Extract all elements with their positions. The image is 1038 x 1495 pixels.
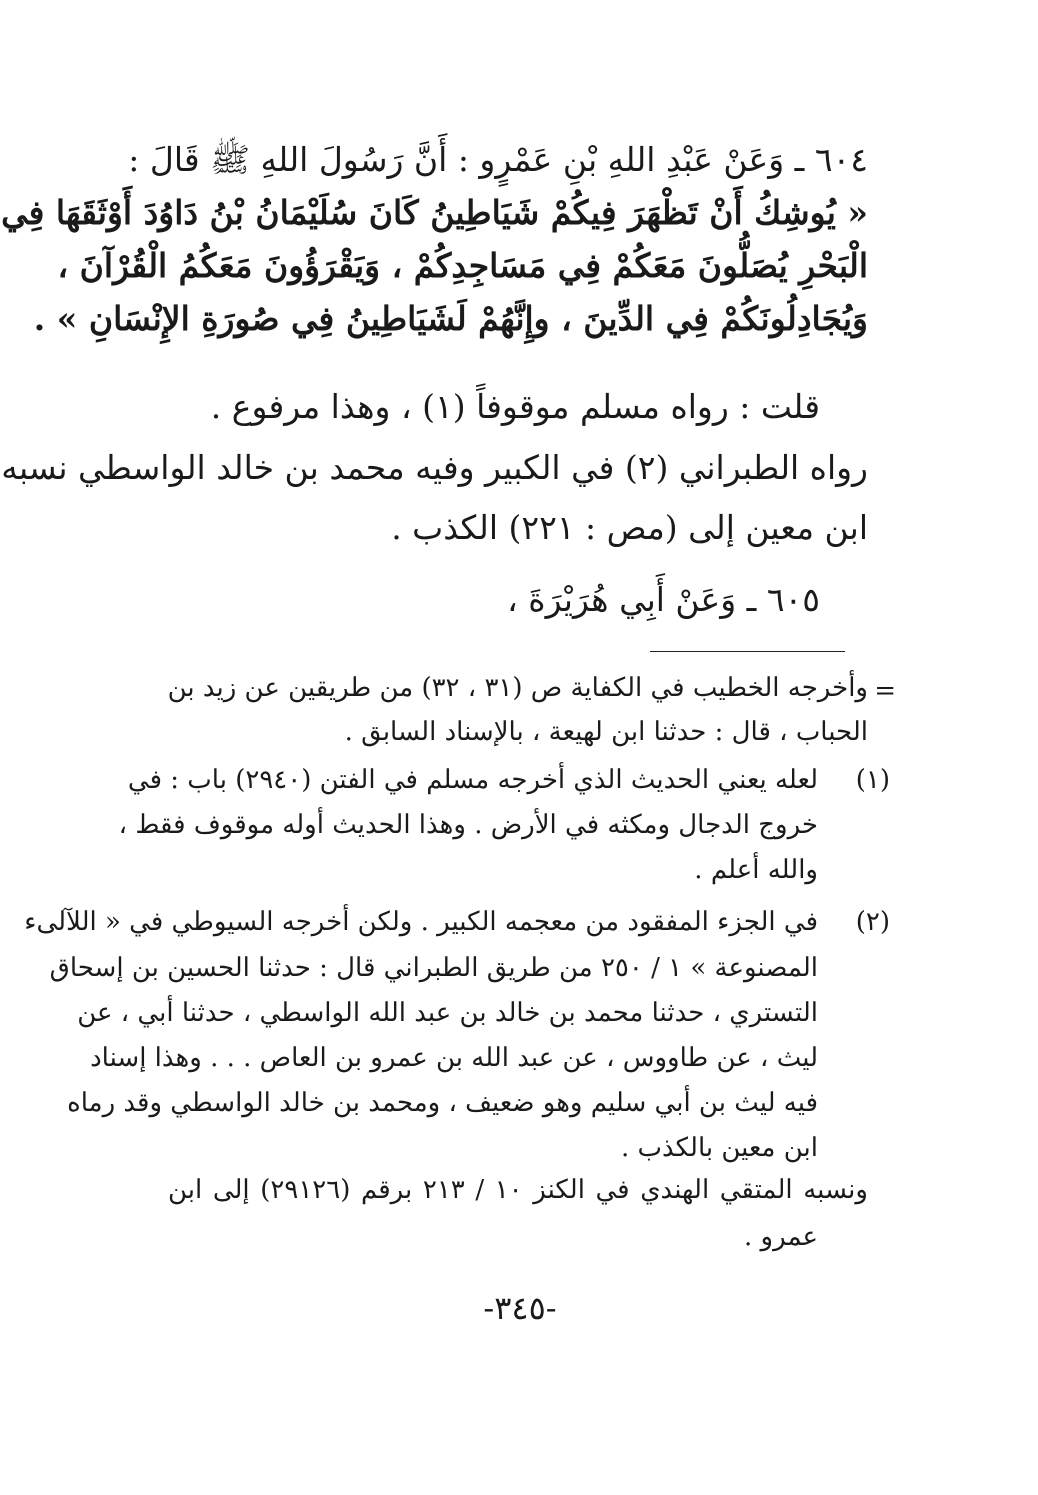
hadith-604-line-2: « يُوشِكُ أَنْ تَظْهَرَ فِيكُمْ شَيَاطِينُ كَانَ سُلَيْمَانُ بْنُ دَاوُدَ أَوْثَقَهَا فِي bbox=[1, 193, 868, 232]
footnote-continuation-line-2: الحباب ، قال : حدثنا ابن لهيعة ، بالإسناد السابق . bbox=[344, 717, 868, 747]
footnote-2-line-6: ابن معين بالكذب . bbox=[621, 1133, 818, 1163]
footnote-1-line-3: والله أعلم . bbox=[694, 855, 818, 885]
commentary-line-2: رواه الطبراني (٢) في الكبير وفيه محمد بن خالد الواسطي نسبه bbox=[1, 448, 868, 487]
footnote-continuation-marker: = bbox=[874, 676, 896, 706]
hadith-604-line-4: وَيُجَادِلُونَكُمْ فِي الدِّينَ ، وإِنَّهُمْ لَشَيَاطِينُ فِي صُورَةِ الإِنْسَانِ » . bbox=[33, 299, 868, 338]
commentary-line-3: ابن معين إلى (مص : ٢٢١) الكذب . bbox=[391, 508, 868, 547]
footnote-continuation-line-1: وأخرجه الخطيب في الكفاية ص (٣١ ، ٣٢) من طريقين عن زيد بن bbox=[167, 673, 868, 703]
footnote-2-line-1: في الجزء المفقود من معجمه الكبير . ولكن أخرجه السيوطي في « اللآلىء bbox=[24, 907, 818, 937]
footnote-1-marker: (١) bbox=[855, 765, 890, 795]
footnote-2-line-4: ليث ، عن طاووس ، عن عبد الله بن عمرو بن العاص . . . وهذا إسناد bbox=[90, 1043, 818, 1073]
hadith-604-line-3: الْبَحْرِ يُصَلُّونَ مَعَكُمْ فِي مَسَاجِدِكُمْ ، وَيَقْرَؤُونَ مَعَكُمُ الْقُرْآنَ ، bbox=[57, 246, 868, 285]
hadith-605-line: ٦٠٥ ـ وَعَنْ أَبِي هُرَيْرَةَ ، bbox=[507, 580, 820, 619]
footnote-2-marker: (٢) bbox=[855, 907, 890, 937]
commentary-line-1: قلت : رواه مسلم موقوفاً (١) ، وهذا مرفوع . bbox=[210, 387, 820, 426]
footnote-1-line-1: لعله يعني الحديث الذي أخرجه مسلم في الفتن (٢٩٤٠) باب : في bbox=[127, 765, 818, 795]
footnote-2-extra-line-1: ونسبه المتقي الهندي في الكنز ١٠ / ٢١٣ برقم (٢٩١٢٦) إلى ابن bbox=[168, 1175, 868, 1205]
footnote-1-line-2: خروج الدجال ومكثه في الأرض . وهذا الحديث أوله موقوف فقط ، bbox=[118, 810, 818, 840]
footnote-2-extra-line-2: عمرو . bbox=[744, 1222, 818, 1252]
footnote-separator bbox=[650, 651, 845, 652]
hadith-604-line-1: ٦٠٤ ـ وَعَنْ عَبْدِ اللهِ بْنِ عَمْرٍو : أَنَّ رَسُولَ اللهِ ﷺ قَالَ : bbox=[128, 140, 868, 179]
page-number: -٣٤٥- bbox=[483, 1289, 557, 1327]
footnote-2-line-5: فيه ليث بن أبي سليم وهو ضعيف ، ومحمد بن خالد الواسطي وقد رماه bbox=[67, 1088, 818, 1118]
footnote-2-line-3: التستري ، حدثنا محمد بن خالد بن عبد الله الواسطي ، حدثنا أبي ، عن bbox=[77, 998, 818, 1028]
footnote-2-line-2: المصنوعة » ١ / ٢٥٠ من طريق الطبراني قال : حدثنا الحسين بن إسحاق bbox=[49, 953, 818, 983]
